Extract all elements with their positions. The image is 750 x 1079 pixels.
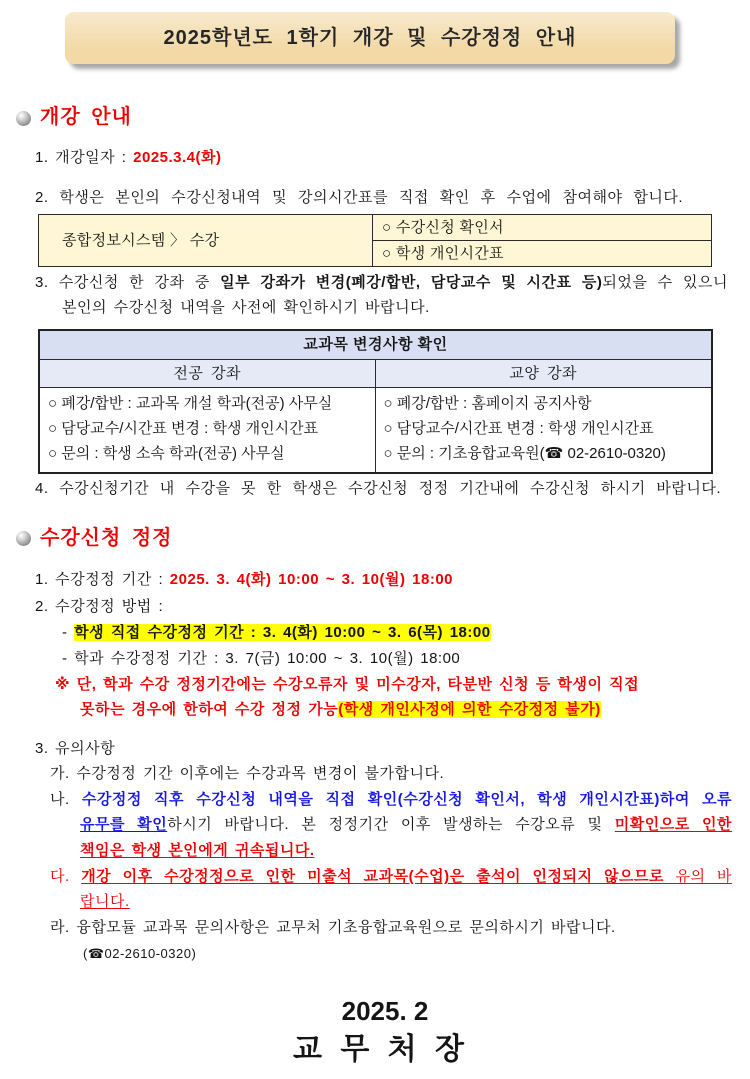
opening-date-value: 2025.3.4(화) [133, 149, 222, 166]
exception-note-line2 [80, 700, 601, 720]
column-header-liberal: 교양 강좌 [375, 360, 712, 388]
dash-marker: - [62, 624, 75, 641]
document-item: ○ 학생 개인시간표 [382, 244, 504, 262]
system-path-table [38, 214, 712, 267]
list-item: ○ 폐강/합반 : 홈페이지 공지사항 [383, 395, 592, 412]
notice-3-emphasis: 일부 강좌가 변경(폐강/합반, 담당교수 및 시간표 등) [220, 274, 603, 291]
issue-date: 2025. 2 [341, 996, 429, 1026]
notice-item-3 [35, 273, 728, 293]
page-title: 2025학년도 1학기 개강 및 수강정정 안내 [163, 27, 577, 49]
correction-period-label: 1. 수강정정 기간 : [35, 571, 170, 588]
title-banner [65, 12, 675, 64]
caution-da-bold: 개강 이후 수강정정으로 인한 미출석 교과목(수업)은 출석이 인정되지 않으므로 [81, 868, 664, 885]
caution-na-line2 [80, 815, 732, 835]
caution-ra: 라. 융합모듈 교과목 문의사항은 교무처 기초융합교육원으로 문의하시기 바랍니다. [50, 919, 616, 936]
liberal-course-cell [375, 388, 712, 474]
section-heading-correction: 수강신청 정정 [40, 527, 173, 549]
caution-da-line1 [50, 867, 732, 887]
exception-note-line1: ※ 단, 학과 수강 정정기간에는 수강오류자 및 미수강자, 타분반 신청 등 학생이 직접 [55, 676, 640, 693]
section-heading-opening: 개강 안내 [40, 106, 132, 128]
major-course-cell [39, 388, 375, 474]
list-item: ○ 폐강/합반 : 교과목 개설 학과(전공) 사무실 [48, 395, 333, 412]
caution-ga: 가. 수강정정 기간 이후에는 수강과목 변경이 불가합니다. [50, 765, 445, 782]
list-item: ○ 담당교수/시간표 변경 : 학생 개인시간표 [48, 420, 319, 437]
caution-na-blue-text: 수강정정 직후 수강신청 내역을 직접 확인(수강신청 확인서, 학생 개인시간표)하여 오류 [81, 791, 733, 808]
issuer-name: 교 무 처 장 [293, 1033, 467, 1066]
cautions-label: 3. 유의사항 [35, 740, 116, 757]
student-period-text: 학생 직접 수강정정 기간 : 3. 4(화) 10:00 ~ 3. 6(목) 18:00 [74, 624, 491, 641]
caution-na-plain: 하시기 바랍니다. 본 정정기간 이후 발생하는 수강오류 및 [167, 816, 615, 833]
correction-period-line [35, 570, 453, 590]
correction-method-label: 2. 수강정정 방법 : [35, 598, 164, 615]
menu-path: 종합정보시스템 〉 수강 [62, 231, 220, 249]
caution-na-blue-underline: 유무를 확인 [80, 816, 168, 833]
notice-item-4: 4. 수강신청기간 내 수강을 못 한 학생은 수강신청 정정 기간내에 수강신청 하시기 바랍니다. [35, 480, 721, 497]
course-change-table [38, 329, 713, 474]
list-item: ○ 문의 : 학생 소속 학과(전공) 사무실 [48, 445, 285, 462]
notice-item-2: 2. 학생은 본인의 수강신청내역 및 강의시간표를 직접 확인 후 수업에 참여해야 합니다. [35, 189, 683, 206]
caution-na-line1 [50, 790, 732, 810]
correction-period-value: 2025. 3. 4(화) 10:00 ~ 3. 10(월) 18:00 [169, 571, 454, 588]
caution-na-line3: 책임은 학생 본인에게 귀속됩니다. [80, 842, 315, 859]
bullet-icon [16, 531, 31, 546]
caution-da-marker: 다. [50, 868, 82, 885]
notice-item-3-line2: 본인의 수강신청 내역을 사전에 확인하시기 바랍니다. [62, 299, 430, 316]
document-cell [373, 241, 712, 267]
dept-period-line: - 학과 수강정정 기간 : 3. 7(금) 10:00 ~ 3. 10(월) 18:00 [62, 650, 461, 667]
student-period-line [62, 623, 491, 643]
opening-date-label: 1. 개강일자 : [35, 149, 134, 166]
notice-3-lead: 3. 수강신청 한 강좌 중 [35, 274, 221, 291]
notice-3-tail: 되었을 수 있으니 [602, 274, 728, 291]
exception-note-text: 못하는 경우에 한하여 수강 정정 가능 [80, 701, 339, 718]
menu-path-cell [39, 215, 373, 267]
contact-phone: (☎02-2610-0320) [83, 946, 197, 961]
list-item: ○ 담당교수/시간표 변경 : 학생 개인시간표 [383, 420, 654, 437]
caution-na-red-text: 미확인으로 인한 [614, 816, 732, 833]
table-title: 교과목 변경사항 확인 [39, 330, 712, 360]
opening-date-line [35, 148, 222, 168]
column-header-major: 전공 강좌 [39, 360, 375, 388]
bullet-icon [16, 111, 31, 126]
caution-da-normal: 유의 바 [664, 868, 733, 885]
document-cell [373, 215, 712, 241]
list-item: ○ 문의 : 기초융합교육원(☎ 02-2610-0320) [383, 445, 666, 462]
exception-note-highlight: (학생 개인사정에 의한 수강정정 불가) [338, 701, 601, 718]
document-item: ○ 수강신청 확인서 [382, 218, 504, 236]
caution-da-line2: 랍니다. [80, 893, 130, 910]
caution-na-marker: 나. [50, 791, 82, 808]
